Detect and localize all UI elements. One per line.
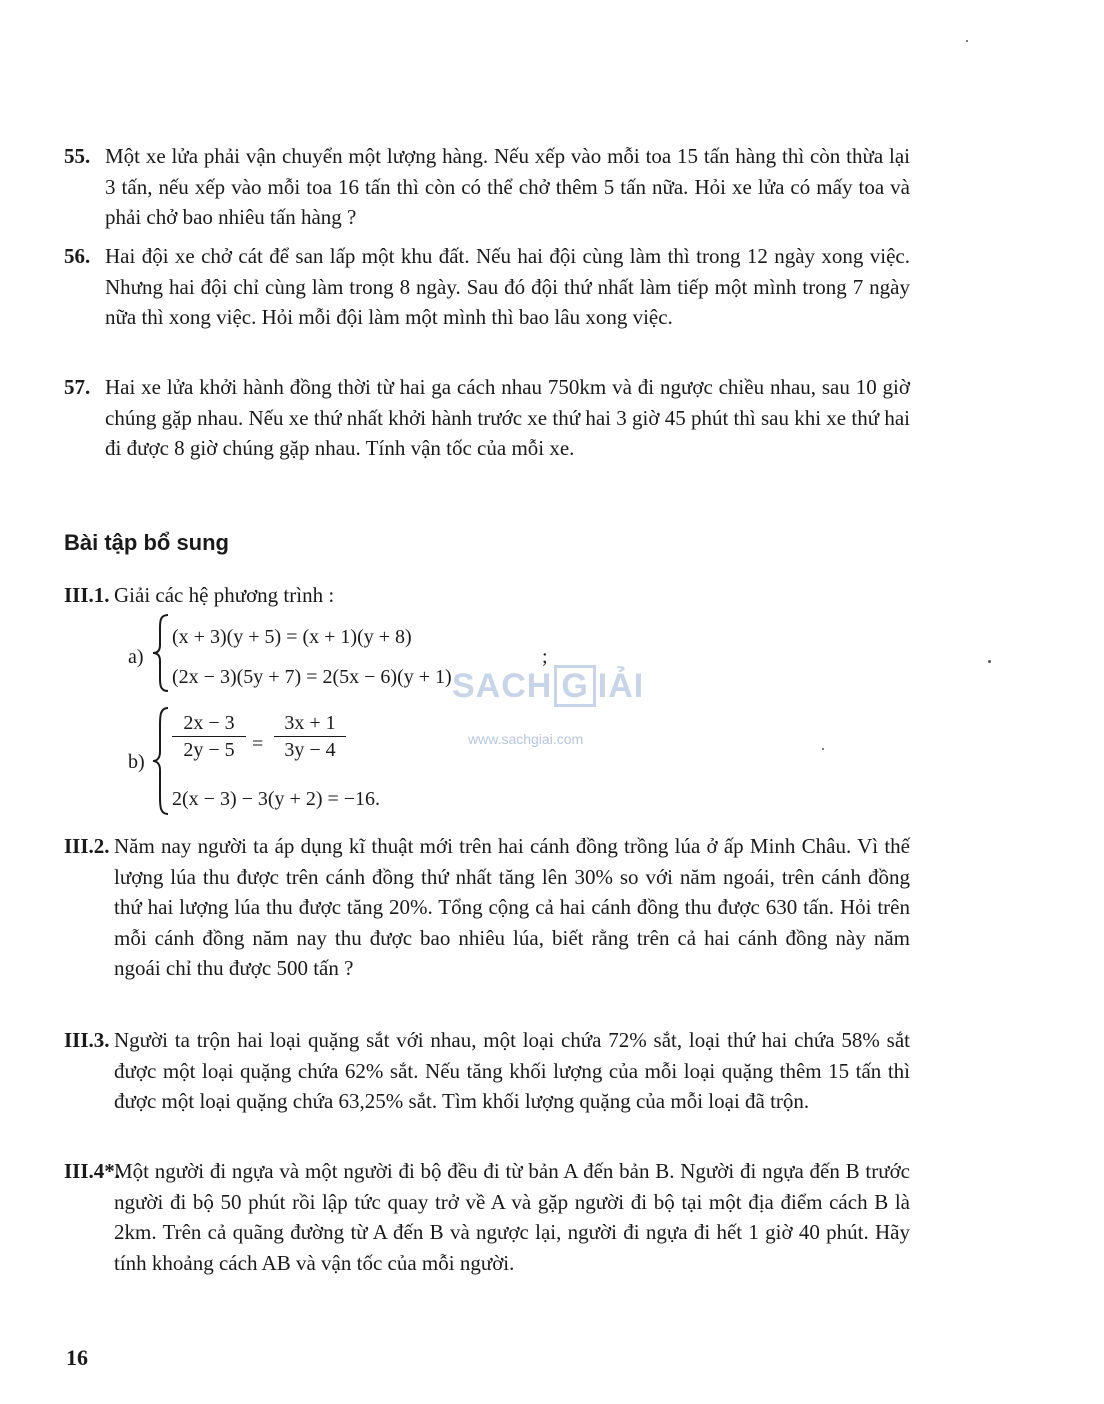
- problem-number: 57.: [64, 375, 91, 399]
- problem-iii4: [64, 1156, 910, 1278]
- problem-number: III.2.: [64, 834, 110, 858]
- problem-number: 56.: [64, 244, 91, 268]
- problem-iii3: [64, 1025, 910, 1117]
- scan-speck: [966, 40, 968, 42]
- problem-iii1: [64, 580, 910, 611]
- fraction-bar: [274, 736, 346, 737]
- watermark-g-box: G: [554, 665, 595, 707]
- system-a-end: ;: [542, 646, 548, 668]
- page-number: 16: [66, 1345, 88, 1370]
- fraction-left: [172, 712, 246, 762]
- problem-text: Giải các hệ phương trình :: [114, 583, 335, 607]
- watermark-url: www.sachgiai.com: [468, 731, 584, 747]
- problem-number: 55.: [64, 144, 91, 168]
- problem-text: Người ta trộn hai loại quặng sắt với nhau, một loại chứa 72% sắt, loại thứ hai chứa 58% sắt được một loại quặng chứa 62% sắt. Nếu tăng khối lượng của mỗi loại quặng thêm 15 tấn thì được một loại quặng chứa 63,25% sắt. Tìm khối lượng quặng của mỗi loại đã trộn.: [114, 1028, 910, 1113]
- fraction-bar: [172, 736, 246, 737]
- problem-56: [64, 241, 910, 333]
- problem-number: III.1.: [64, 583, 110, 607]
- problem-text: Một người đi ngựa và một người đi bộ đều đi từ bản A đến bản B. Người đi ngựa đến B trước người đi bộ 50 phút rồi lập tức quay trở về A và gặp người đi bộ tại một địa điểm cách B là 2km. Trên cả quãng đường từ A đến B và ngược lại, người đi ngựa đi hết 1 giờ 40 phút. Hãy tính khoảng cách AB và vận tốc của mỗi người.: [114, 1159, 910, 1275]
- problem-text: Năm nay người ta áp dụng kĩ thuật mới trên hai cánh đồng trồng lúa ở ấp Minh Châu. Vì thế lượng lúa thu được trên cánh đồng thứ nhất tăng lên 30% so với năm ngoái, trên cánh đồng thứ hai lượng lúa thu được tăng 20%. Tổng cộng cả hai cánh đồng thu được 630 tấn. Hỏi trên mỗi cánh đồng năm nay thu được bao nhiêu lúa, biết rằng trên cả hai cánh đồng này năm ngoái chỉ thu được 500 tấn ?: [114, 834, 910, 980]
- problem-number: III.3.: [64, 1028, 110, 1052]
- system-b-equation-2: 2(x − 3) − 3(y + 2) = −16.: [172, 788, 381, 810]
- problem-text: Hai xe lửa khởi hành đồng thời từ hai ga cách nhau 750km và đi ngược chiều nhau, sau 10 giờ chúng gặp nhau. Nếu xe thứ nhất khởi hành trước xe thứ hai 3 giờ 45 phút thì sau khi xe thứ hai đi được 8 giờ chúng gặp nhau. Tính vận tốc của mỗi xe.: [105, 375, 910, 460]
- scan-speck: [822, 748, 824, 750]
- fraction-numerator: 3x + 1: [284, 712, 336, 734]
- fraction-denominator: 3y − 4: [284, 739, 336, 761]
- system-a-equation-1: (x + 3)(y + 5) = (x + 1)(y + 8): [172, 626, 412, 648]
- system-b-label: b): [128, 751, 145, 773]
- left-brace-icon: [150, 613, 172, 697]
- problem-number: III.4*.: [64, 1159, 121, 1183]
- problem-55: [64, 141, 910, 233]
- problem-text: Hai đội xe chở cát để san lấp một khu đất. Nếu hai đội cùng làm thì trong 12 ngày xong việc. Nhưng hai đội chỉ cùng làm trong 8 ngày. Sau đó đội thứ nhất làm tiếp một mình trong 7 ngày nữa thì xong việc. Hỏi mỗi đội làm một mình thì bao lâu xong việc.: [105, 244, 910, 329]
- equals-sign: =: [252, 733, 264, 755]
- system-a-label: a): [128, 646, 144, 668]
- left-brace-icon: [150, 706, 172, 820]
- scan-speck: [988, 660, 991, 663]
- fraction-right: [274, 712, 346, 762]
- fraction-denominator: 2y − 5: [183, 739, 235, 761]
- watermark-logo: SACH G IẢI: [452, 667, 645, 705]
- problem-57: [64, 372, 910, 464]
- system-a-equation-2: (2x − 3)(5y + 7) = 2(5x − 6)(y + 1): [172, 666, 452, 688]
- section-title: Bài tập bổ sung: [64, 530, 229, 555]
- fraction-numerator: 2x − 3: [183, 712, 235, 734]
- problem-text: Một xe lửa phải vận chuyển một lượng hàng. Nếu xếp vào mỗi toa 15 tấn hàng thì còn thừa lại 3 tấn, nếu xếp vào mỗi toa 16 tấn thì còn có thể chở thêm 5 tấn nữa. Hỏi xe lửa có mấy toa và phải chở bao nhiêu tấn hàng ?: [105, 144, 910, 229]
- problem-iii2: [64, 831, 910, 984]
